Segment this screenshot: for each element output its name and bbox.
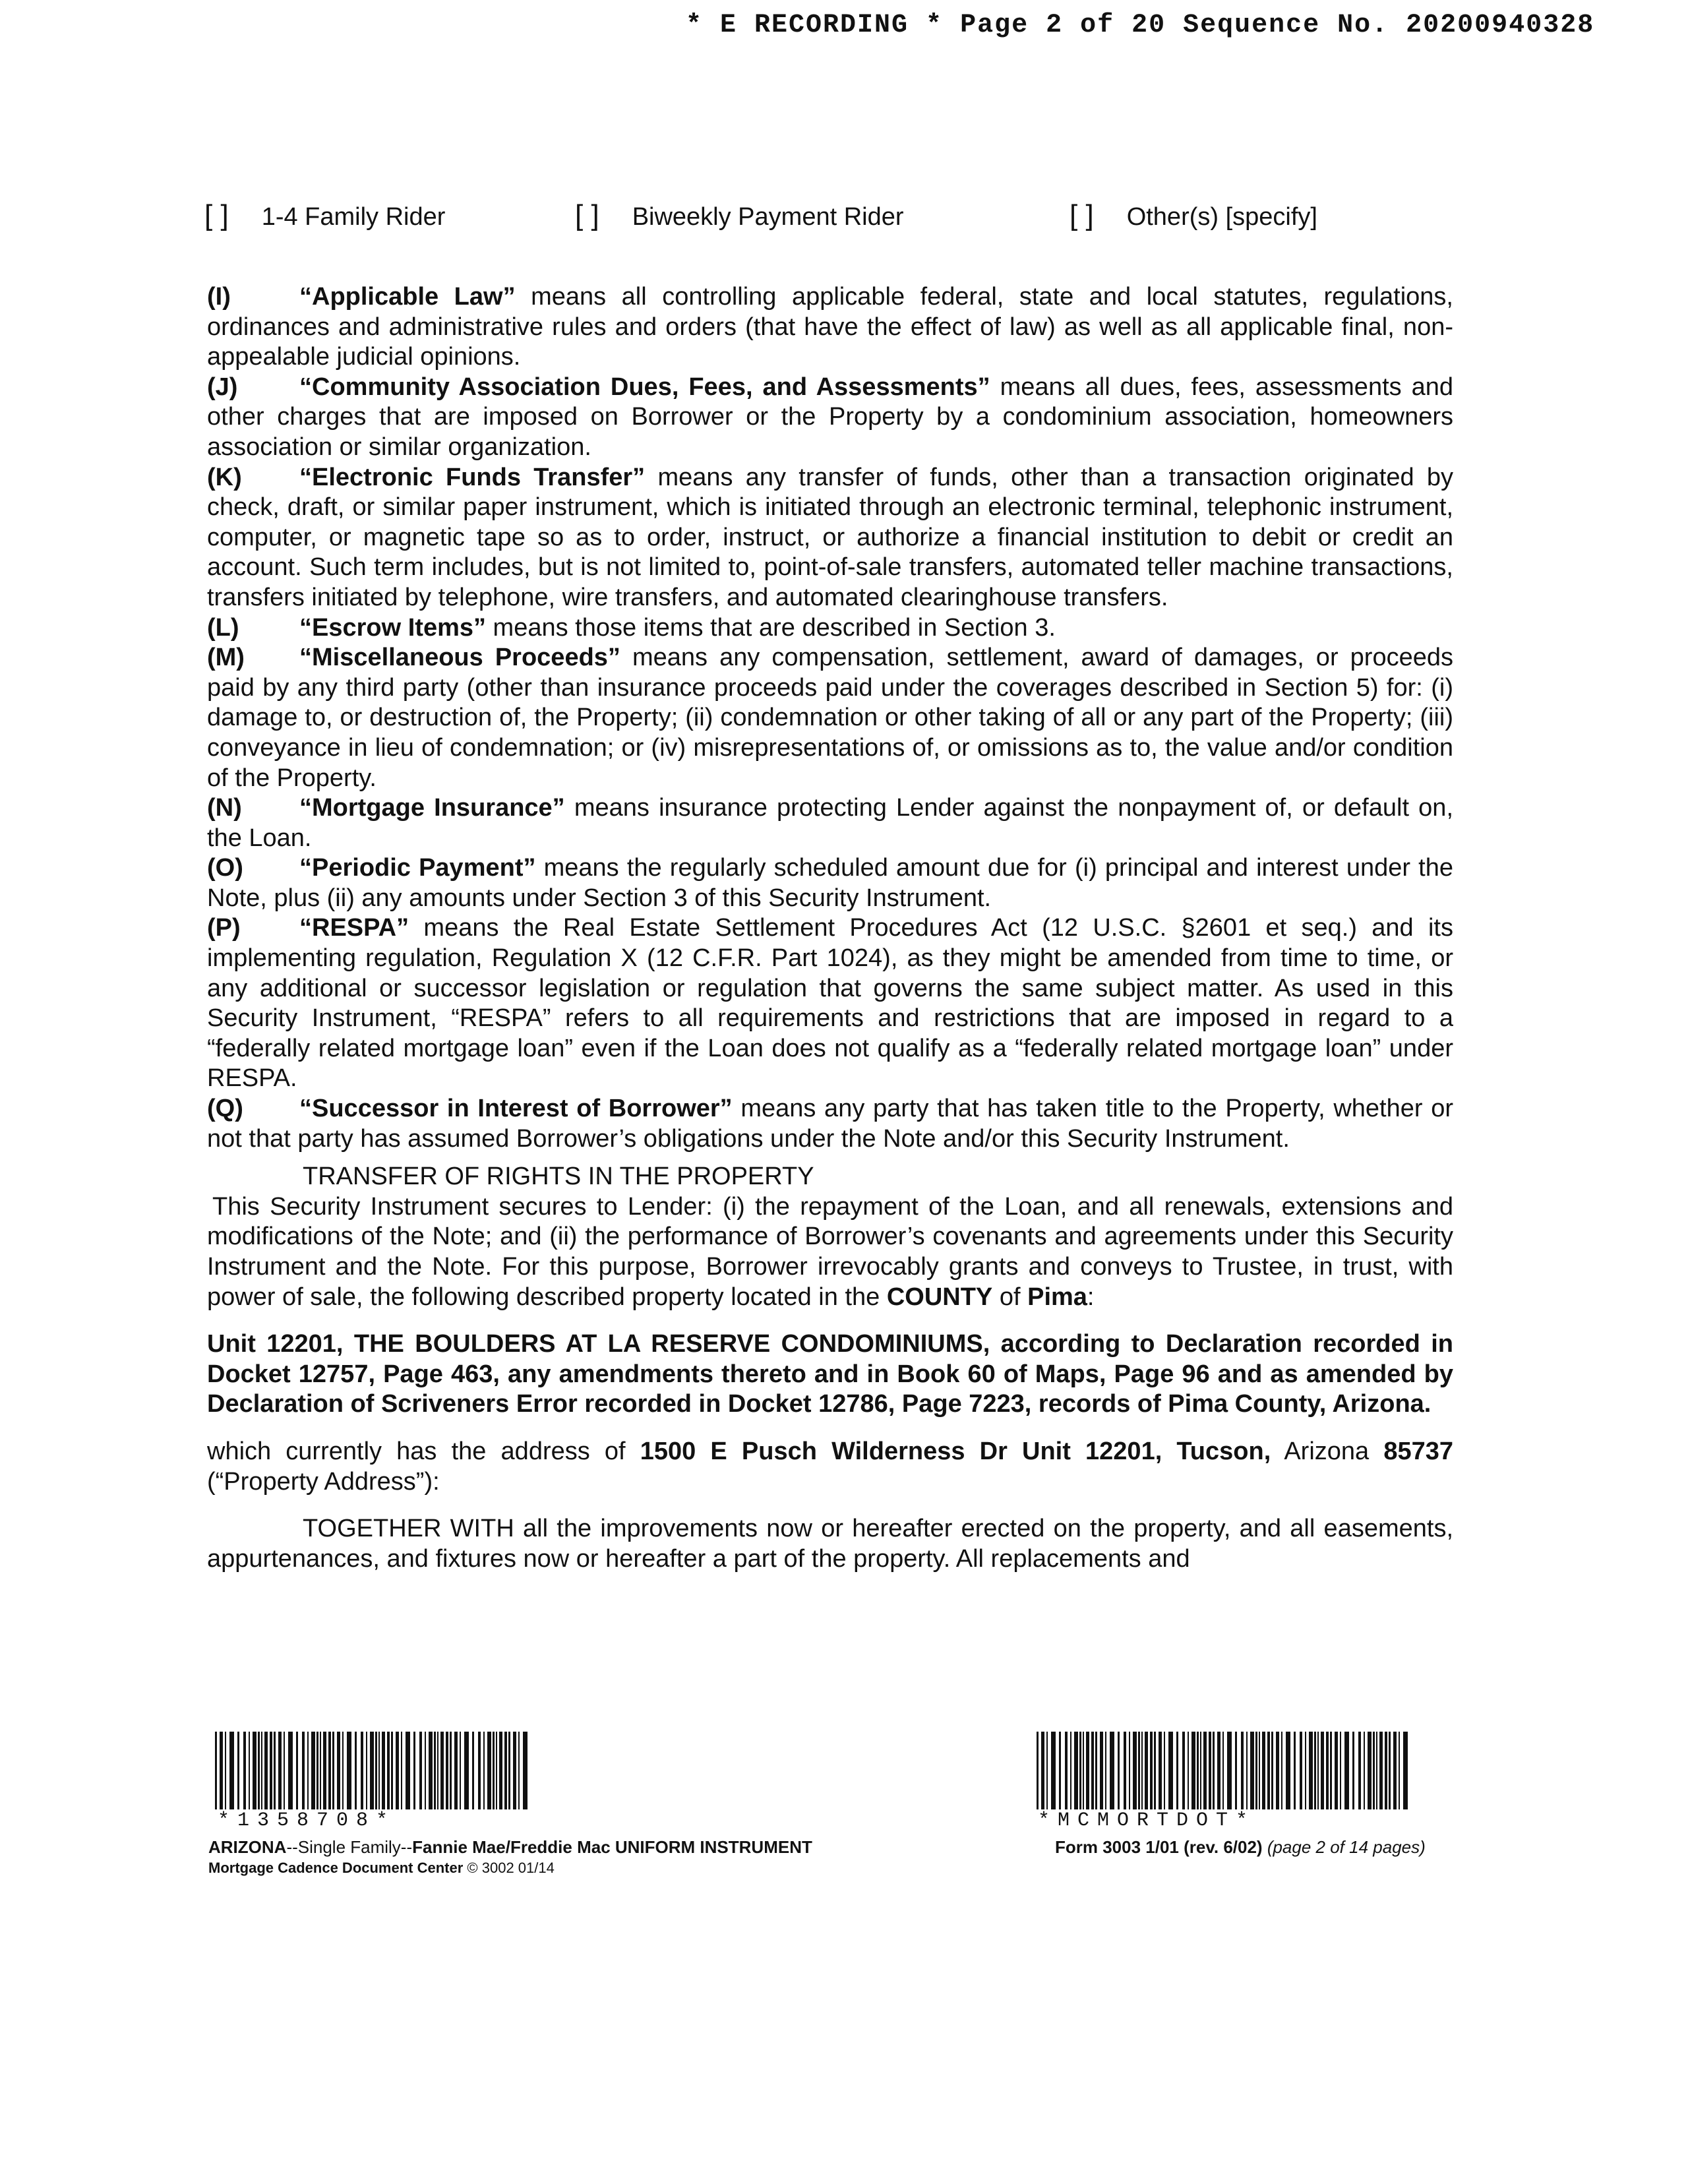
barcode-bar [1300, 1732, 1302, 1809]
barcode-bar [1358, 1732, 1361, 1809]
barcode-bar [523, 1732, 528, 1809]
barcode-bar [472, 1732, 474, 1809]
rider-label: Other(s) [specify] [1126, 203, 1317, 231]
rider-1-4-family [204, 199, 445, 232]
barcode-right-text: *MCMORTDOT* [1038, 1809, 1256, 1832]
barcode-bar [1200, 1732, 1201, 1809]
footer-document-center: Mortgage Cadence Document Center © 3002 01/14 [208, 1860, 555, 1876]
barcode-bar [1197, 1732, 1199, 1809]
barcode-bar [396, 1732, 399, 1809]
transfer-paragraph: This Security Instrument secures to Lender: (i) the repayment of the Loan, and all renewals, extensions and modifications of the Note; and (ii) the performance of Borrower’s covenants and agreements under this Security Instrument and the Note. For this purpose, Borrower irrevocably grants and conveys to Trustee, in trust, with power of sale, the following described property located in the COUNTY of Pima: [207, 1192, 1453, 1311]
barcode-bar [1041, 1732, 1044, 1809]
barcode-bar [429, 1732, 433, 1809]
barcode-bar [378, 1732, 380, 1809]
barcode-bar [307, 1732, 309, 1809]
definition-mortgage-insurance: (N) “Mortgage Insurance” means insurance protecting Lender against the nonpayment of, or default on, the Loan. [207, 794, 1453, 852]
barcode-bar [1321, 1732, 1324, 1809]
rider-checkbox: [ ] [575, 199, 599, 231]
barcode-bar [1305, 1732, 1306, 1809]
barcode-bar [1091, 1732, 1094, 1809]
barcode-bar [419, 1732, 422, 1809]
barcode-bar [1286, 1732, 1290, 1809]
barcode-bar [1317, 1732, 1319, 1809]
barcode-bar [1227, 1732, 1232, 1809]
barcode-bar [1259, 1732, 1260, 1809]
barcode-bar [1393, 1732, 1397, 1809]
barcode-bar [1141, 1732, 1143, 1809]
barcode-bar [1246, 1732, 1248, 1809]
barcode-bar [270, 1732, 272, 1809]
barcode-bar [323, 1732, 326, 1809]
barcode-bar [1250, 1732, 1254, 1809]
barcode-bar [1209, 1732, 1211, 1809]
barcode-bar [483, 1732, 485, 1809]
barcode-bar [1385, 1732, 1387, 1809]
barcode-bar [1150, 1732, 1153, 1809]
barcode-bar [1222, 1732, 1224, 1809]
barcode-bar [1352, 1732, 1354, 1809]
barcode-bar [496, 1732, 497, 1809]
barcode-left-text: *1358708* [218, 1809, 396, 1832]
barcode-bar [518, 1732, 520, 1809]
barcode-bar [1118, 1732, 1120, 1809]
barcode-bar [508, 1732, 510, 1809]
barcode-bar [1235, 1732, 1237, 1809]
barcode-bar [1314, 1732, 1316, 1809]
barcode-bar [366, 1732, 367, 1809]
barcode-bar [454, 1732, 458, 1809]
barcode-bar [1267, 1732, 1270, 1809]
barcode-bar [1326, 1732, 1329, 1809]
barcode-bar [253, 1732, 256, 1809]
barcode-bar [1079, 1732, 1081, 1809]
barcode-bar [440, 1732, 444, 1809]
barcode-bar [437, 1732, 438, 1809]
barcode-bar [347, 1732, 351, 1809]
barcode-bar [1399, 1732, 1400, 1809]
barcode-left [215, 1732, 542, 1809]
barcode-bar [1145, 1732, 1148, 1809]
barcode-bar [401, 1732, 402, 1809]
barcode-bar [370, 1732, 374, 1809]
rider-biweekly-payment [575, 199, 904, 232]
barcode-bar [1241, 1732, 1244, 1809]
barcode-bar [337, 1732, 340, 1809]
barcode-bar [450, 1732, 452, 1809]
footer-instrument-title: ARIZONA--Single Family--Fannie Mae/Freddie Mac UNIFORM INSTRUMENT [208, 1837, 812, 1857]
barcode-bar [328, 1732, 331, 1809]
definition-applicable-law: (I) “Applicable Law” means all controlling applicable federal, state and local statutes, regulations, ordinances and administrative rules and orders (that have the effect of law) as well as all applicable final, non-appealable judicial opinions. [207, 283, 1453, 371]
barcode-bar [1105, 1732, 1106, 1809]
barcode-bar [1281, 1732, 1282, 1809]
barcode-bar [332, 1732, 334, 1809]
barcode-bar [1176, 1732, 1178, 1809]
barcode-bar [1379, 1732, 1383, 1809]
definition-respa: (P) “RESPA” means the Real Estate Settlement Procedures Act (12 U.S.C. §2601 et seq.) and its implementing regulation, Regulation X (12 C.F.R. Part 1024), as they might be amended from time to time, or any additional or successor legislation or regulation that governs the same subject matter. As used in this Security Instrument, “RESPA” refers to all requirements and restrictions that are imposed in regard to a “federally related mortgage loan” even if the Loan does not qualify as a “federally related mortgage loan” under RESPA. [207, 914, 1453, 1093]
barcode-bar [296, 1732, 298, 1809]
definition-periodic-payment: (O) “Periodic Payment” means the regularly scheduled amount due for (i) principal and interest under the Note, plus (ii) any amounts under Section 3 of this Security Instrument. [207, 854, 1453, 912]
barcode-bar [1065, 1732, 1068, 1809]
barcode-bar [504, 1732, 507, 1809]
barcode-bar [446, 1732, 448, 1809]
barcode-bar [1154, 1732, 1156, 1809]
barcode-bar [1276, 1732, 1279, 1809]
barcode-bar [1213, 1732, 1215, 1809]
barcode-bar [1203, 1732, 1207, 1809]
barcode-bar [1373, 1732, 1375, 1809]
barcode-bar [243, 1732, 246, 1809]
barcode-bar [220, 1732, 223, 1809]
barcode-bar [1376, 1732, 1377, 1809]
barcode-right [1037, 1732, 1430, 1809]
definition-escrow-items: (L) “Escrow Items” means those items that are described in Section 3. [207, 613, 1056, 642]
barcode-bar [311, 1732, 315, 1809]
barcode-bar [361, 1732, 363, 1809]
rider-label: 1-4 Family Rider [261, 203, 446, 231]
definition-electronic-funds-transfer: (K) “Electronic Funds Transfer” means any transfer of funds, other than a transaction originated by check, draft, or similar paper instrument, which is initiated through an electronic terminal, telephonic instrument, computer, or magnetic tape so as to order, instruct, or authorize a financial institution to debit or credit an account. Such term includes, but is not limited to, point-of-sale transfers, automated teller machine transactions, transfers initiated by telephone, wire transfers, and automated clearinghouse transfers. [207, 463, 1453, 611]
barcode-bar [1110, 1732, 1114, 1809]
barcode-bar [1059, 1732, 1061, 1809]
barcode-bar [1074, 1732, 1078, 1809]
barcode-bar [215, 1732, 217, 1809]
barcode-bar [1182, 1732, 1185, 1809]
barcode-bar [425, 1732, 426, 1809]
barcode-bar [249, 1732, 250, 1809]
barcode-bar [1294, 1732, 1296, 1809]
barcode-bar [237, 1732, 239, 1809]
barcode-bar [1051, 1732, 1056, 1809]
rider-checkbox: [ ] [1070, 199, 1094, 231]
together-with-paragraph: TOGETHER WITH all the improvements now or hereafter erected on the property, and all easements, appurtenances, and fixtures now or hereafter a part of the property. All replacements and [207, 1515, 1453, 1573]
barcode-bar [1129, 1732, 1130, 1809]
barcode-bar [513, 1732, 516, 1809]
barcode-bar [1330, 1732, 1332, 1809]
barcode-bar [1255, 1732, 1257, 1809]
barcode-bar [434, 1732, 436, 1809]
barcode-bar [1217, 1732, 1221, 1809]
barcode-bar [1403, 1732, 1408, 1809]
barcode-bar [274, 1732, 276, 1809]
barcode-bar [1100, 1732, 1103, 1809]
barcode-bar [1164, 1732, 1165, 1809]
barcode-bar [355, 1732, 357, 1809]
barcode-bar [258, 1732, 260, 1809]
barcode-bar [1138, 1732, 1140, 1809]
barcode-bar [284, 1732, 285, 1809]
barcode-bar [406, 1732, 410, 1809]
barcode-bar [1133, 1732, 1137, 1809]
barcode-bar [1159, 1732, 1162, 1809]
barcode-bar [1124, 1732, 1126, 1809]
barcode-bar [1191, 1732, 1195, 1809]
definition-community-association-dues: (J) “Community Association Dues, Fees, and Assessments” means all dues, fees, assessments and other charges that are imposed on Borrower or the Property by a condominium association, homeowners association or similar organization. [207, 373, 1453, 461]
barcode-bar [387, 1732, 390, 1809]
barcode-bar [1070, 1732, 1071, 1809]
rider-others [1070, 199, 1317, 232]
barcode-bar [460, 1732, 461, 1809]
definition-successor-in-interest: (Q) “Successor in Interest of Borrower” means any party that has taken title to the Property, whether or not that party has assumed Borrower’s obligations under the Note and/or this Security Instrument. [207, 1095, 1453, 1153]
barcode-bar [264, 1732, 268, 1809]
barcode-bar [1086, 1732, 1089, 1809]
barcode-bar [499, 1732, 502, 1809]
barcode-bar [1083, 1732, 1084, 1809]
barcode-bar [1368, 1732, 1372, 1809]
barcode-bar [1046, 1732, 1048, 1809]
section-title-transfer-of-rights: TRANSFER OF RIGHTS IN THE PROPERTY [303, 1163, 814, 1191]
barcode-bar [382, 1732, 385, 1809]
recording-header: * E RECORDING * Page 2 of 20 Sequence No. 20200940328 [686, 11, 1595, 40]
barcode-bar [261, 1732, 262, 1809]
barcode-bar [1168, 1732, 1173, 1809]
document-body [207, 282, 1453, 1574]
barcode-bar [316, 1732, 318, 1809]
barcode-bar [288, 1732, 293, 1809]
footer-form-number: Form 3003 1/01 (rev. 6/02) (page 2 of 14 pages) [1055, 1837, 1426, 1857]
barcode-bar [302, 1732, 305, 1809]
barcode-bar [391, 1732, 393, 1809]
barcode-bar [487, 1732, 491, 1809]
definition-miscellaneous-proceeds: (M) “Miscellaneous Proceeds” means any compensation, settlement, award of damages, or proceeds paid by any third party (other than insurance proceeds paid under the coverages described in Section 5) for: (i) damage to, or destruction of, the Property; (ii) condemnation or other taking of all or any part of the Property; (iii) conveyance in lieu of condemnation; or (iv) misrepresentations of, or omissions as to, the value and/or condition of the Property. [207, 644, 1453, 792]
barcode-bar [1389, 1732, 1391, 1809]
barcode-bar [1037, 1732, 1039, 1809]
barcode-bar [278, 1732, 282, 1809]
barcode-bar [1364, 1732, 1365, 1809]
barcode-bar [1188, 1732, 1189, 1809]
barcode-bar [1271, 1732, 1273, 1809]
barcode-bar [225, 1732, 226, 1809]
rider-checkbox: [ ] [204, 199, 229, 231]
barcode-bar [1335, 1732, 1338, 1809]
barcode-bar [1095, 1732, 1097, 1809]
barcode-bar [493, 1732, 495, 1809]
property-address-paragraph: which currently has the address of 1500 E Pusch Wilderness Dr Unit 12201, Tucson, Arizona 85737 (“Property Address”): [207, 1437, 1453, 1496]
rider-checklist [204, 199, 1457, 239]
barcode-bar [375, 1732, 377, 1809]
legal-description: Unit 12201, THE BOULDERS AT LA RESERVE CONDOMINIUMS, according to Declaration recorded in Docket 12757, Page 463, any amendments thereto and in Book 60 of Maps, Page 96 and as amended by Declaration of Scriveners Error recorded in Docket 12786, Page 7223, records of Pima County, Arizona. [207, 1330, 1453, 1418]
barcode-bar [320, 1732, 321, 1809]
barcode-bar [1344, 1732, 1349, 1809]
barcode-bar [1309, 1732, 1313, 1809]
barcode-bar [413, 1732, 415, 1809]
barcode-bar [342, 1732, 344, 1809]
barcode-bar [464, 1732, 469, 1809]
barcode-bar [1340, 1732, 1341, 1809]
barcode-bar [229, 1732, 234, 1809]
rider-label: Biweekly Payment Rider [632, 203, 904, 231]
barcode-bar [478, 1732, 481, 1809]
barcode-bar [1262, 1732, 1265, 1809]
